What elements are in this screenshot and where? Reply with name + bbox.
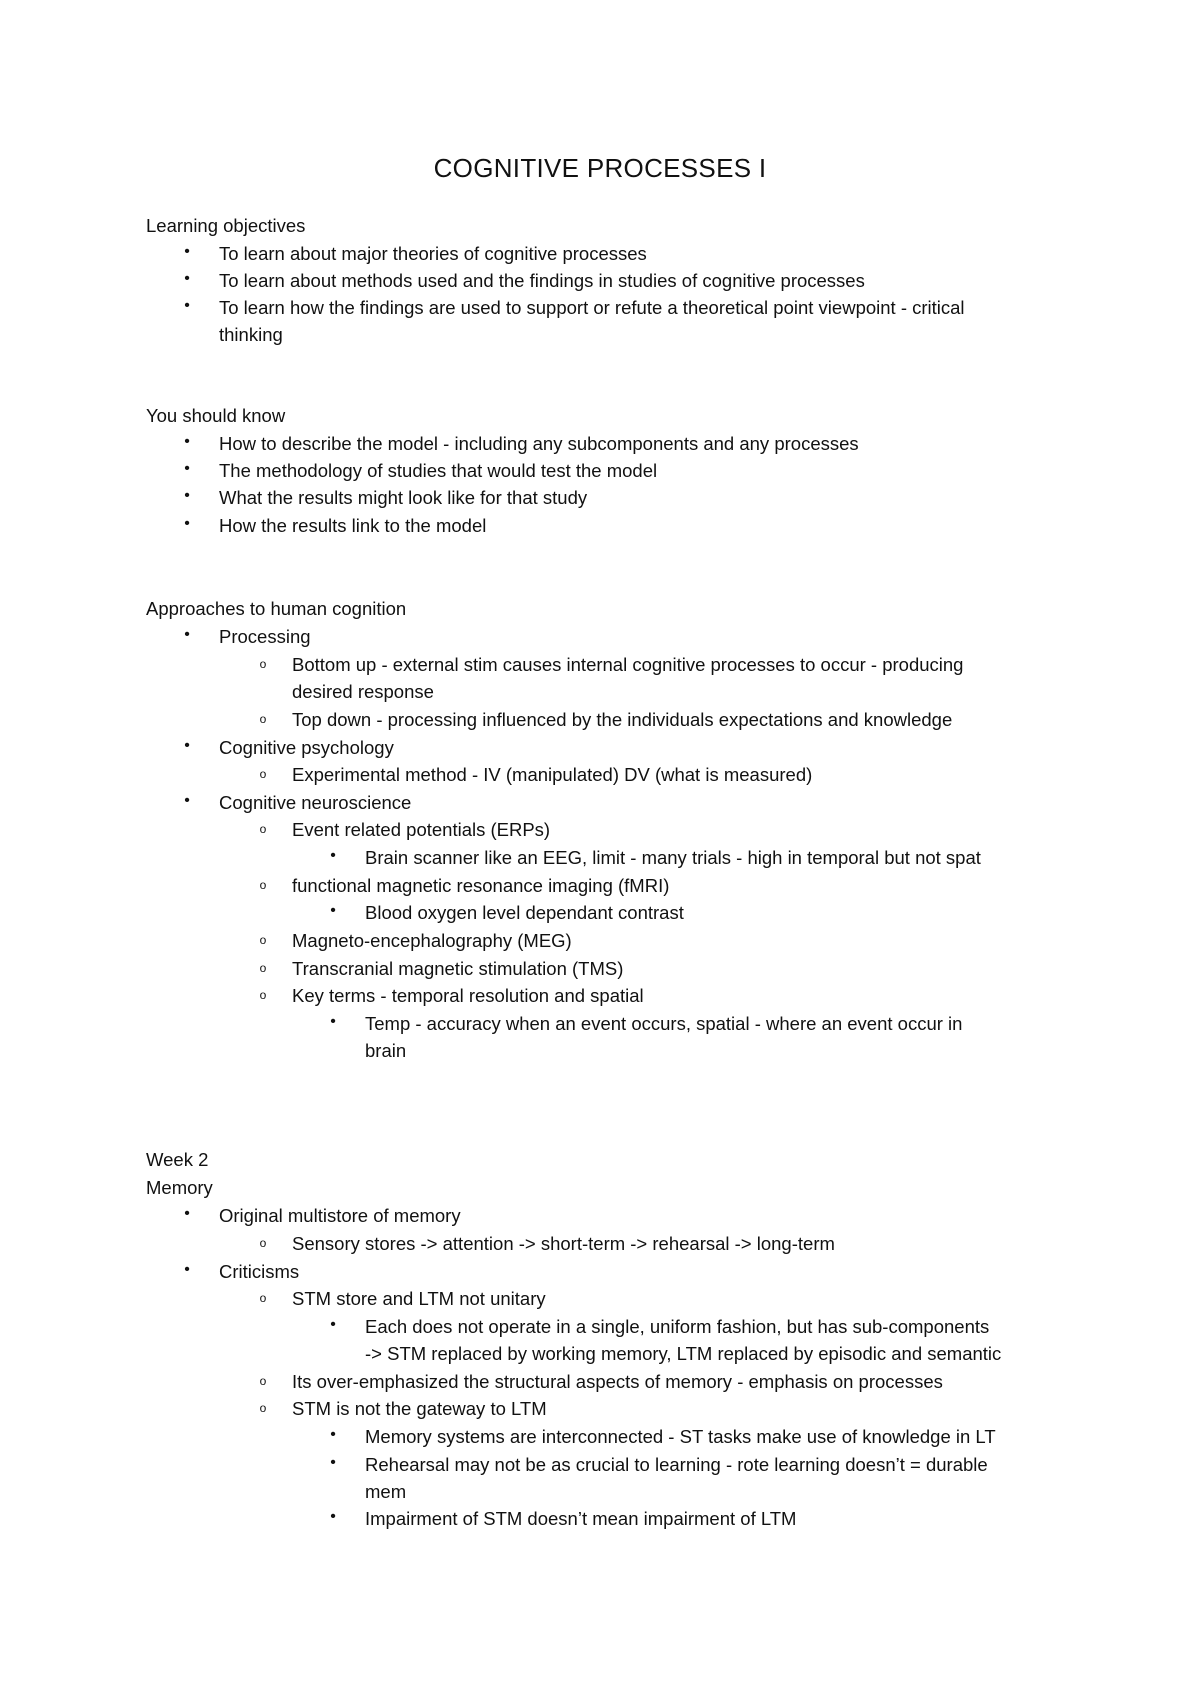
circle-bullet-icon: o bbox=[259, 767, 267, 781]
circle-bullet-icon: o bbox=[259, 1401, 267, 1415]
bullet-icon: • bbox=[184, 243, 190, 260]
bullet-icon: • bbox=[184, 270, 190, 287]
sub-list-item: Bottom up - external stim causes internal cognitive processes to occur - producing bbox=[292, 654, 964, 675]
bullet-icon: • bbox=[184, 515, 190, 532]
list-item: Criticisms bbox=[219, 1261, 300, 1282]
list-item: How the results link to the model bbox=[219, 515, 487, 536]
bullet-icon: • bbox=[184, 460, 190, 477]
list-item: How to describe the model - including any subcomponents and any processes bbox=[219, 433, 859, 454]
bullet-icon: • bbox=[330, 1454, 336, 1471]
sub-list-item: Transcranial magnetic stimulation (TMS) bbox=[292, 958, 624, 979]
circle-bullet-icon: o bbox=[259, 712, 267, 726]
list-item: Cognitive psychology bbox=[219, 737, 394, 758]
list-item: The methodology of studies that would test the model bbox=[219, 460, 658, 481]
sub-sub-list-item: Temp - accuracy when an event occurs, spatial - where an event occur in bbox=[365, 1013, 963, 1034]
list-item: Cognitive neuroscience bbox=[219, 792, 412, 813]
bullet-icon: • bbox=[184, 1205, 190, 1222]
sub-sub-list-item: Brain scanner like an EEG, limit - many trials - high in temporal but not spat bbox=[365, 847, 981, 868]
sub-list-item: Key terms - temporal resolution and spatial bbox=[292, 985, 644, 1006]
list-item: To learn about methods used and the findings in studies of cognitive processes bbox=[219, 270, 865, 291]
list-item: To learn about major theories of cognitive processes bbox=[219, 243, 647, 264]
sub-list-item: Experimental method - IV (manipulated) DV (what is measured) bbox=[292, 764, 813, 785]
bullet-icon: • bbox=[184, 792, 190, 809]
sub-sub-list-item: Blood oxygen level dependant contrast bbox=[365, 902, 684, 923]
sub-list-item: Event related potentials (ERPs) bbox=[292, 819, 551, 840]
sub-sub-list-item: Impairment of STM doesn’t mean impairment of LTM bbox=[365, 1508, 797, 1529]
sub-sub-list-item: Rehearsal may not be as crucial to learning - rote learning doesn’t = durable bbox=[365, 1454, 988, 1475]
bullet-icon: • bbox=[330, 1316, 336, 1333]
sub-list-item: STM is not the gateway to LTM bbox=[292, 1398, 547, 1419]
circle-bullet-icon: o bbox=[259, 961, 267, 975]
list-item: What the results might look like for that study bbox=[219, 487, 588, 508]
circle-bullet-icon: o bbox=[259, 1291, 267, 1305]
circle-bullet-icon: o bbox=[259, 878, 267, 892]
sub-list-item: Its over-emphasized the structural aspects of memory - emphasis on processes bbox=[292, 1371, 943, 1392]
sub-sub-list-item-continuation: mem bbox=[365, 1481, 407, 1502]
circle-bullet-icon: o bbox=[259, 657, 267, 671]
bullet-icon: • bbox=[184, 737, 190, 754]
bullet-icon: • bbox=[184, 626, 190, 643]
sub-sub-list-item-continuation: brain bbox=[365, 1040, 407, 1061]
bullet-icon: • bbox=[330, 847, 336, 864]
sub-sub-list-item: Memory systems are interconnected - ST tasks make use of knowledge in LT bbox=[365, 1426, 996, 1447]
week-heading: Week 2 bbox=[146, 1149, 209, 1170]
sub-list-item: Sensory stores -> attention -> short-term -> rehearsal -> long-term bbox=[292, 1233, 835, 1254]
topic-heading: Memory bbox=[146, 1177, 213, 1198]
bullet-icon: • bbox=[330, 1426, 336, 1443]
sub-list-item-continuation: desired response bbox=[292, 681, 434, 702]
bullet-icon: • bbox=[184, 433, 190, 450]
circle-bullet-icon: o bbox=[259, 1236, 267, 1250]
list-item-continuation: thinking bbox=[219, 324, 283, 345]
list-item: Processing bbox=[219, 626, 311, 647]
sub-list-item: STM store and LTM not unitary bbox=[292, 1288, 546, 1309]
circle-bullet-icon: o bbox=[259, 1374, 267, 1388]
circle-bullet-icon: o bbox=[259, 822, 267, 836]
bullet-icon: • bbox=[330, 1013, 336, 1030]
sub-list-item: functional magnetic resonance imaging (fMRI) bbox=[292, 875, 670, 896]
circle-bullet-icon: o bbox=[259, 988, 267, 1002]
bullet-icon: • bbox=[330, 1508, 336, 1525]
list-item: Original multistore of memory bbox=[219, 1205, 461, 1226]
bullet-icon: • bbox=[184, 297, 190, 314]
sub-list-item: Top down - processing influenced by the individuals expectations and knowledge bbox=[292, 709, 953, 730]
circle-bullet-icon: o bbox=[259, 933, 267, 947]
page-title: COGNITIVE PROCESSES I bbox=[433, 153, 767, 183]
bullet-icon: • bbox=[330, 902, 336, 919]
bullet-icon: • bbox=[184, 487, 190, 504]
sub-sub-list-item: Each does not operate in a single, uniform fashion, but has sub-components bbox=[365, 1316, 990, 1337]
bullet-icon: • bbox=[184, 1261, 190, 1278]
sub-sub-list-item-continuation: -> STM replaced by working memory, LTM replaced by episodic and semantic bbox=[365, 1343, 1002, 1364]
learning-objectives-heading: Learning objectives bbox=[146, 215, 306, 236]
approaches-heading: Approaches to human cognition bbox=[146, 598, 407, 619]
sub-list-item: Magneto-encephalography (MEG) bbox=[292, 930, 572, 951]
list-item: To learn how the findings are used to support or refute a theoretical point viewpoint - critical bbox=[219, 297, 965, 318]
you-should-know-heading: You should know bbox=[146, 405, 286, 426]
